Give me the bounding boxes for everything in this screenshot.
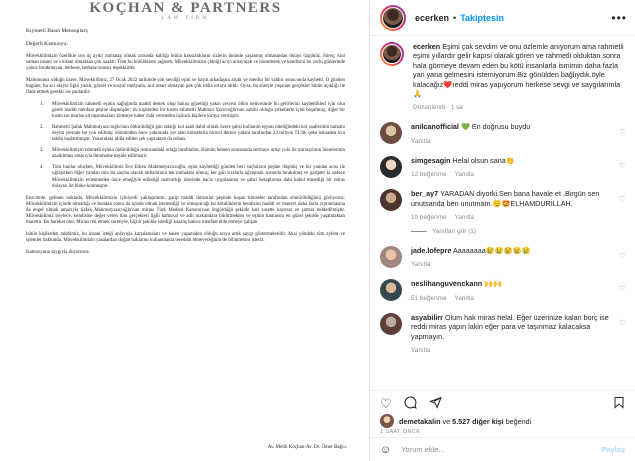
likes-connector: ve xyxy=(442,416,451,426)
comment-username[interactable]: asyabilirr xyxy=(411,312,443,322)
comment-likes[interactable]: 12 beğenme xyxy=(411,171,447,179)
post-timestamp: 1 SAAT ÖNCE xyxy=(380,429,421,435)
comment-heart-icon[interactable]: ♡ xyxy=(618,196,625,204)
comment-heart-icon[interactable]: ♡ xyxy=(618,286,625,294)
following-button[interactable]: Takiptesin xyxy=(460,12,505,23)
comments-list[interactable] xyxy=(370,36,635,384)
letter-list-item xyxy=(26,165,345,189)
comment-text: Aaaaaaaa😢😢😢😢😢 xyxy=(452,246,531,256)
heart-icon[interactable]: ♡ xyxy=(380,395,392,411)
separator-dot: • xyxy=(453,12,457,23)
letter-salutation: Kıymetli Basın Mensupları; xyxy=(26,28,89,34)
post-actions xyxy=(370,390,635,412)
comment-likes[interactable]: 51 beğenme xyxy=(411,294,447,302)
likes-summary[interactable] xyxy=(380,414,531,428)
avatar[interactable] xyxy=(380,246,402,268)
firm-subtitle: LAW FIRM xyxy=(161,16,210,21)
smiley-icon[interactable]: ☺ xyxy=(380,443,392,456)
comment-heart-icon[interactable]: ♡ xyxy=(618,253,625,261)
comment-icon[interactable] xyxy=(404,396,417,412)
comment-text: 🙌🙌 xyxy=(484,279,503,289)
comment-username[interactable]: anilcanofficial xyxy=(411,122,459,132)
comment-text: Helal olsun sana👏 xyxy=(452,155,515,165)
letter-paragraph: Müvekkilimizin özellikle son üç aydır muhatap olmak zorunda kaldığı bütün haksızlıkların sizlerin önünde yaşanmış olmasından dolayı üzgünüz. Süreç; kini zaman insani ve vicdani olmaktan çok uzaktı. Tüm bu kötülüklere rağmen, Müvekkilimizin çektiği acıyı anlayarak ve hissederek ve kendisini bu zorlu günlerinde yalnız bırakmayan, herkese, herkese sonsuz teşekkürler. xyxy=(26,54,345,72)
more-options-icon[interactable]: ••• xyxy=(611,10,627,25)
comment-username[interactable]: jade.lofepre xyxy=(411,246,452,256)
list-text: Tüm bunlar olurken, Müvekkilimiz Ece Erken Mahmutyazıcıoğlu, eşini kaybettiği günden beri suçluların peşine düşmüş ve bir yandan acısı ile uğraşırken diğer yandan tüm bu saçma alacak iddialarının tek muhatabı olmuş; her gün icralarla uğraşmak zorunda bırakılmış ve garipter ki sadece Müvekkilimizin evlenmeden önce emeğiyle edindiği malvarlığı üzerinde haciz uygulanmış ve şahsi hesaplarına dahi kabul etmediği bir miras dolayısı ile bloke konmuştur. xyxy=(52,165,345,189)
comment-username[interactable]: ber_ay7 xyxy=(411,189,439,199)
likes-suffix: beğendi xyxy=(505,416,532,426)
caption-meta: Düzenlendi · 1 sa xyxy=(413,104,463,112)
comment-item xyxy=(380,279,625,301)
replies-line xyxy=(411,231,427,232)
letterhead xyxy=(26,0,345,22)
comment-item xyxy=(380,189,625,221)
avatar[interactable] xyxy=(380,313,402,335)
avatar[interactable] xyxy=(380,189,402,211)
caption-username[interactable]: ecerken xyxy=(413,42,441,51)
comment-input[interactable] xyxy=(401,445,601,454)
view-replies-label[interactable]: Yanıtları gör (1) xyxy=(432,228,476,236)
reply-button[interactable]: Yanıtla xyxy=(411,137,431,145)
avatar[interactable] xyxy=(380,42,404,66)
comment-heart-icon[interactable]: ♡ xyxy=(618,162,625,170)
likes-others[interactable]: 5.527 diğer kişi xyxy=(452,416,504,426)
reply-button[interactable]: Yanıtla xyxy=(411,347,431,355)
letter-list-item xyxy=(26,148,345,160)
comment-heart-icon[interactable]: ♡ xyxy=(618,129,625,137)
letter-paragraph: Eezcümle, gelinen noktada, Müvekkilimizin iyiniyetli yaklaşımımı, garip maddi ihtiraslar peşinde koşan kimseler tarafından sömürüldüğünü görüyoruz. Müvekkilimizin içinde olmadığı ve bundan sonra da içinde olmak istemediği ve olmayacağı bu kötülüklerin kendisini maddi ve manevi daha fazla yıpratmasına da engel olmak amacıyla Şafak Mahmutyazıcıoğlu'nun mirası Türk Medeni Kanunu'nun öngördüğü şekilde kati surette kayıtsız ve şartsız reddedilmiştir. Müvekkilimiz böylece, kendisine değer veren tüm gerçekleri ilgili kamusal ve adli makamlara bildirmekten ve eşinin hatırasını en güzel şekilde yaşatmaktan ibarettir. Bu hareket olur. Mirası red etmek suretiyle, hiçbir şekilde istediği kazanç haksız menfaat elde etmeye çalışan xyxy=(26,195,345,226)
reply-button[interactable]: Yanıtla xyxy=(454,294,474,302)
reply-button[interactable]: Yanıtla xyxy=(454,171,474,179)
avatar xyxy=(380,414,394,428)
comment-item xyxy=(380,313,625,354)
letter-list-item xyxy=(26,125,345,143)
list-number: 4. xyxy=(40,165,44,171)
paper-plane-icon[interactable] xyxy=(429,396,442,412)
avatar[interactable] xyxy=(380,122,402,144)
comment-text: 💚 En doğrusu buydu xyxy=(460,122,531,132)
comment-text: Olum hak miras helal. Eğer üzerinize kalan borç ise reddi miras yapın lakin eğer para ve taşınmaz kalacaksa yapmayın. xyxy=(411,312,609,341)
avatar[interactable] xyxy=(380,5,406,31)
list-text: Rahmetli Şafak Mahmutyazıcıoğlu'nun öldürüldüğü gün taktığı kol saati dahil olmak üzere şahsi kullanım eşyası niteliğindeki kol saatlerinin tamamı deyim yerinde ise yok edilmiş; ölümünden önce yakınında yer alan kimselerin birinci derece yakını tarafından 22 milyon TL'lik çeke istinaden icra takibi başlatılmıştır. Yukarıdaki iddia edilen çek yapraktan da cebası. xyxy=(52,124,345,143)
reply-button[interactable]: Yanıtla xyxy=(411,261,431,269)
list-number: 3. xyxy=(40,148,44,154)
comment-username[interactable]: neslihanguvenckann xyxy=(411,279,483,289)
post-comment-button[interactable]: Paylaş xyxy=(601,445,625,454)
liked-by-user[interactable]: demetakalin xyxy=(399,416,441,426)
add-comment-bar xyxy=(370,437,635,461)
caption-text xyxy=(413,42,625,98)
avatar[interactable] xyxy=(380,156,402,178)
letter-closing: Kamuoyuna saygıyla duyururuz. xyxy=(26,250,90,256)
bookmark-icon[interactable] xyxy=(613,396,625,412)
post-caption xyxy=(380,42,625,111)
reply-button[interactable]: Yanıtla xyxy=(454,214,474,222)
comment-item xyxy=(380,156,625,178)
comment-item xyxy=(380,246,625,268)
list-number: 1. xyxy=(40,101,44,107)
letter-address: Değerli Kamuoyu; xyxy=(26,41,68,47)
comment-item xyxy=(380,122,625,144)
list-text: Müvekkilimizin rahmetli eşinin öldürüldüğü restorandaki ortağı tarafından, ölümün hemen sonrasında sermaye artışı yolu ile mirasçıların hisselerinin azaltılması amacıyla ihtarname keşide edilmiştir. xyxy=(52,148,345,160)
firm-name: KOÇHAN & PARTNERS xyxy=(89,0,282,16)
comment-username[interactable]: simgesagin xyxy=(411,155,451,165)
letter-paragraph: Malumunuz olduğu üzere, Müvekkilimiz, 27 Ocak 2022 tarihinde çok sevdiği eşini ve hayat arkadaşını alçak ve menfur bir saldırı sonucunda kaybetti. O günden bugüne, bu acı olayla ilgili yazılı, görsel ve sosyal medyada, asıl astarı olmayan pek çok iddia ortaya atıldı. Oysa, bu süreçte yaşanan gerçekler bütün açıklığı ile ifade etmek gerekir ise şunlardır: xyxy=(26,78,345,96)
letter-list xyxy=(26,102,345,190)
comment-text: YARADAN diyorki.Sen bana havale et .Birgün sen unutsanda ben unutmam.😌🤩ELHAMDURİLLAH. xyxy=(411,189,600,208)
avatar[interactable] xyxy=(380,279,402,301)
view-replies-button[interactable] xyxy=(411,228,625,235)
caption-body: Eşimi çok sevdim ve onu özlemle anıyorum ama rahmetli eşimi yıllardır gelir kapısı olarak gören ve rahmetli olduktan sonra hala görmeye devam eden bu kötü insanlarla ismimin daha fazla yan yana gelmesini istemiyorum.Biz gönülden bağlıydık.öyle kalacağız❤️reddi miras yapıyorum herkese sevgi ve saygılarımla🙏 xyxy=(413,42,624,99)
comment-likes[interactable]: 19 beğenme xyxy=(411,214,447,222)
list-number: 2. xyxy=(40,124,44,130)
letter-paragraph: bütün kişilerden talebimiz, bu insani isteği anlayışla karşılamaları ve halen yaşamakta olduğu acıya artık saygı göstermeleridir. Aksi yöndeki tüm eylem ve işlemler hakkında, Müvekkilimizin yasalardan doğan haklarını kullanmakta tereddüt etmeyeceğinin de bilinmesini isteriz. xyxy=(26,232,345,244)
post-header xyxy=(370,0,635,36)
comment-heart-icon[interactable]: ♡ xyxy=(618,319,625,327)
post-username[interactable]: ecerken xyxy=(415,12,450,23)
post-panel xyxy=(370,0,635,461)
letter-list-item xyxy=(26,102,345,120)
letter-signature: Av. Melih Koçhan-Av. Dr. Ömer Bağcı. xyxy=(267,445,347,450)
list-text: Müvekkilimizin rahmetli eşinin sağlığında maddi destek olup bakışı gözettiği yakın çevresi ölüm neticesinde bu gelirlerini kaybettikleri için olsa gerek maddi menfaat peşine düşmüşler; bu kişilerden bir kısmı rahmetli Mahmut Yazıcıoğlu'nun sahibi olduğu şirketlerin içini boşaltmış; diğer bir kısmı ise murise ait taşınmazları kimseye haber dahi vermeden üçüncü kişilere kiraya vermiştir. xyxy=(52,101,345,119)
